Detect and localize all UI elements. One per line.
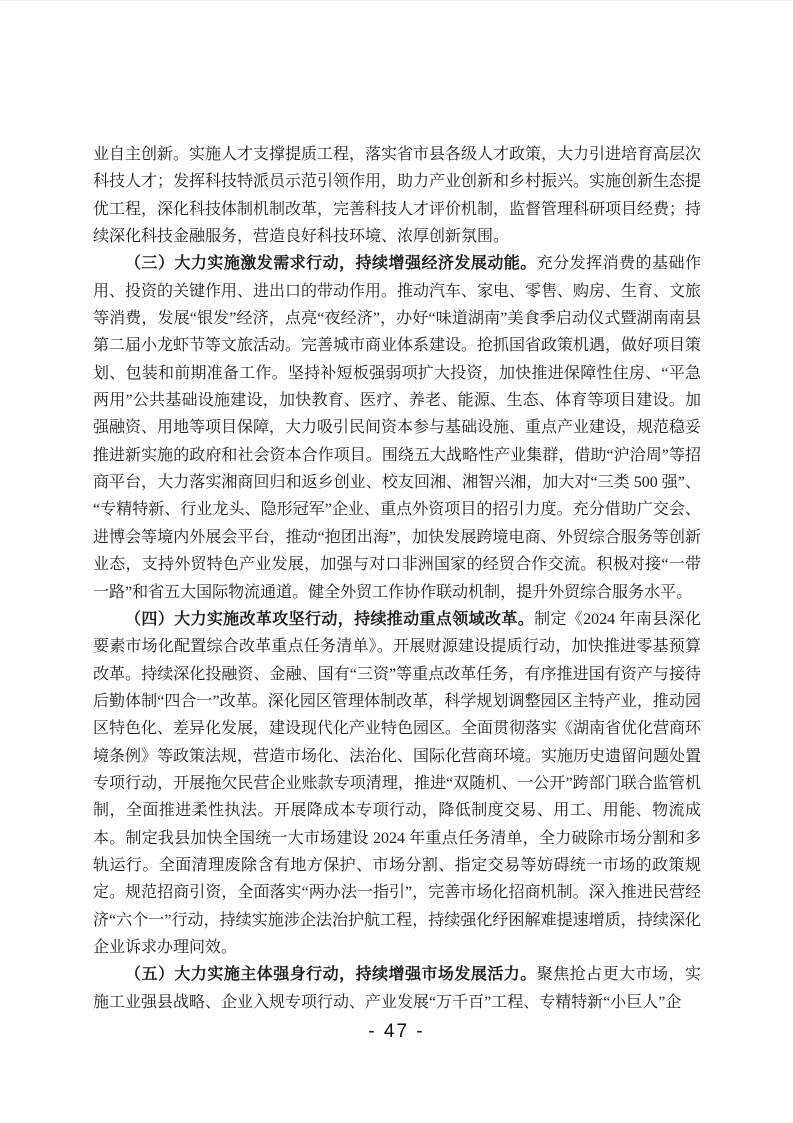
body-text-run: 聚焦抢占更大市场，实施工业强县战略、企业入规专项行动、产业发展“万千百”工程、专精特新“小巨人”企	[93, 966, 701, 1011]
page-number: - 47 -	[368, 1021, 425, 1042]
section-heading-run: （三）大力实施激发需求行动，持续增强经济发展动能。	[125, 255, 537, 273]
body-text-run: 业自主创新。实施人才支撑提质工程，落实省市县各级人才政策，大力引进培育高层次科技人才；发挥科技特派员示范引领作用，助力产业创新和乡村振兴。实施创新生态提优工程，深化科技体制机制改革，完善科技人才评价机制，监督管理科研项目经费；持续深化科技金融服务，营造良好科技环境、浓厚创新氛围。	[93, 146, 702, 246]
para-continuation	[93, 141, 701, 250]
section-heading-run: （五）大力实施主体强身行动，持续增强市场发展活力。	[125, 966, 537, 984]
body-text-run: 充分发挥消费的基础作用、投资的关键作用、进出口的带动作用。推动汽车、家电、零售、购房、生育、文旅等消费，发展“银发”经济，点亮“夜经济”，办好“味道湖南”美食季启动仪式暨湖南南县第二届小龙虾节等文旅活动。完善城市商业体系建设。抢抓国省政策机遇，做好项目策划、包装和前期准备工作。坚持补短板强弱项扩大投资，加快推进保障性住房、“平急两用”公共基础设施建设，加快教育、医疗、养老、能源、生态、体育等项目建设。加强融资、用地等项目保障，大力吸引民间资本参与基础设施、重点产业建设，规范稳妥推进新实施的政府和社会资本合作项目。围绕五大战略性产业集群，借助“沪洽周”等招商平台，大力落实湘商回归和返乡创业、校友回湘、湘智兴湘，加大对“三类 500 强”、“专精特新、行业龙头、隐形冠军”企业、重点外资项目的招引力度。充分借助广交会、进博会等境内外展会平台，推动“抱团出海”，加快发展跨境电商、外贸综合服务等创新业态，支持外贸特色产业发展，加强与对口非洲国家的经贸合作交流。积极对接“一带一路”和省五大国际物流通道。健全外贸工作协作联动机制，提升外贸综合服务水平。	[93, 255, 702, 601]
para-section-3	[93, 250, 701, 605]
para-section-5	[93, 961, 701, 1016]
para-section-4	[93, 606, 701, 961]
document-body	[93, 141, 701, 1016]
section-heading-run: （四）大力实施改革攻坚行动，持续推动重点领域改革。	[125, 610, 535, 628]
body-text-run: 制定《2024 年南县深化要素市场化配置综合改革重点任务清单》。开展财源建设提质行动，加快推进零基预算改革。持续深化投融资、金融、国有“三资”等重点改革任务，有序推进国有资产与接待后勤体制“四合一”改革。深化园区管理体制改革，科学规划调整园区主特产业，推动园区特色化、差异化发展，建设现代化产业特色园区。全面贯彻落实《湖南省优化营商环境条例》等政策法规，营造市场化、法治化、国际化营商环境。实施历史遗留问题处置专项行动，开展拖欠民营企业账款专项清理，推进“双随机、一公开”跨部门联合监管机制，全面推进柔性执法。开展降成本专项行动，降低制度交易、用工、用能、物流成本。制定我县加快全国统一大市场建设 2024 年重点任务清单，全力破除市场分割和多轨运行。全面清理废除含有地方保护、市场分割、指定交易等妨碍统一市场的政策规定。规范招商引资，全面落实“两办法一指引”，完善市场化招商机制。深入推进民营经济“六个一”行动，持续实施涉企法治护航工程，持续强化纾困解难提速增质，持续深化企业诉求办理问效。	[93, 610, 702, 956]
